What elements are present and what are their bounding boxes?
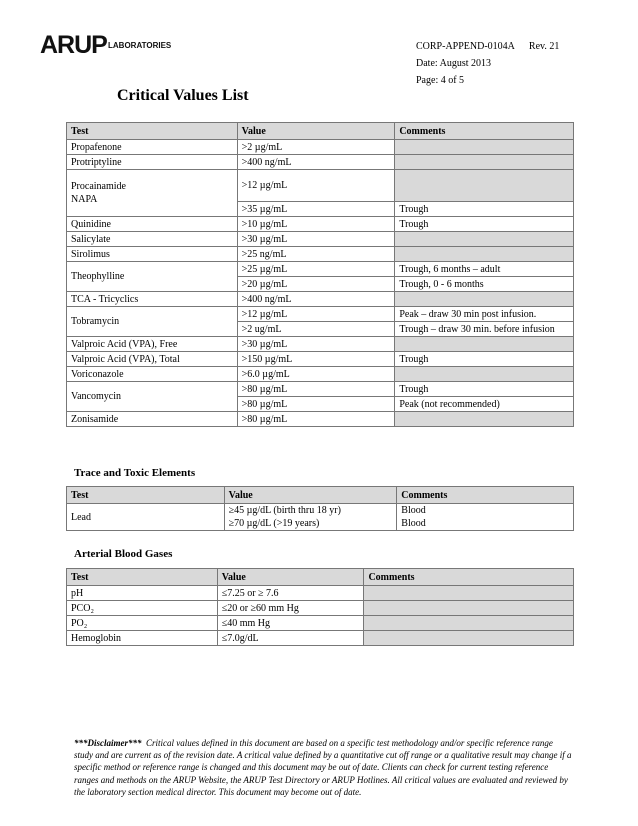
table-row: [67, 504, 574, 531]
arterial-blood-gases-table: [66, 568, 574, 646]
test-name: NAPA: [71, 194, 98, 205]
col-header-value: Value: [224, 487, 397, 504]
value-cell: >150 µg/mL: [237, 352, 395, 367]
test-cell: Zonisamide: [67, 412, 238, 427]
value-cell: >30 µg/mL: [237, 232, 395, 247]
doc-date: Date: August 2013: [416, 58, 491, 69]
value-cell: ≤7.0g/dL: [217, 631, 364, 646]
comment-line: Blood: [401, 505, 426, 516]
test-cell: Valproic Acid (VPA), Free: [67, 337, 238, 352]
comment-cell: Trough: [395, 352, 574, 367]
value-line: ≥70 µg/dL (>19 years): [228, 518, 320, 529]
critical-values-table: [66, 122, 574, 427]
comment-cell: [364, 631, 574, 646]
doc-page: Page: 4 of 5: [416, 75, 465, 86]
table-row: [67, 352, 574, 367]
value-cell: >400 ng/mL: [237, 155, 395, 170]
test-cell: TCA - Tricyclics: [67, 292, 238, 307]
test-cell: Salicylate: [67, 232, 238, 247]
table-row: [67, 262, 574, 277]
comment-cell: Trough, 6 months – adult: [395, 262, 574, 277]
value-cell: >6.0 µg/mL: [237, 367, 395, 382]
page-title: Critical Values List: [117, 87, 249, 104]
comment-cell: Peak – draw 30 min post infusion.: [395, 307, 574, 322]
section-title-trace: Trace and Toxic Elements: [74, 467, 196, 479]
comment-cell: [364, 616, 574, 631]
value-cell: >12 µg/mL: [237, 170, 395, 202]
value-cell: ≤7.25 or ≥ 7.6: [217, 586, 364, 601]
comment-cell: [395, 292, 574, 307]
comment-cell: [395, 155, 574, 170]
test-cell: pH: [67, 586, 218, 601]
value-cell: >30 µg/mL: [237, 337, 395, 352]
disclaimer-label: ***Disclaimer***: [74, 738, 142, 748]
value-cell: [224, 504, 397, 531]
value-cell: >400 ng/mL: [237, 292, 395, 307]
value-line: ≥45 µg/dL (birth thru 18 yr): [228, 505, 341, 516]
test-cell: Vancomycin: [67, 382, 238, 412]
col-header-test: Test: [67, 123, 238, 140]
comment-cell: [395, 140, 574, 155]
table-row: [67, 307, 574, 322]
comment-cell: [395, 337, 574, 352]
value-cell: >2 µg/mL: [237, 140, 395, 155]
test-cell: Quinidine: [67, 217, 238, 232]
value-cell: >12 µg/mL: [237, 307, 395, 322]
test-cell: Propafenone: [67, 140, 238, 155]
col-header-comments: Comments: [397, 487, 574, 504]
comment-cell: Trough: [395, 217, 574, 232]
disclaimer: [74, 737, 574, 798]
table-row: [67, 412, 574, 427]
table-row: [67, 217, 574, 232]
test-cell: Lead: [67, 504, 225, 531]
table-row: [67, 292, 574, 307]
doc-revision: Rev. 21: [528, 41, 560, 52]
value-cell: >25 µg/mL: [237, 262, 395, 277]
test-name: Procainamide: [71, 181, 126, 192]
comment-cell: [395, 367, 574, 382]
comment-cell: Peak (not recommended): [395, 397, 574, 412]
table-row: [67, 631, 574, 646]
col-header-value: Value: [217, 569, 364, 586]
value-cell: >20 µg/mL: [237, 277, 395, 292]
comment-cell: Trough: [395, 382, 574, 397]
value-cell: ≤40 mm Hg: [217, 616, 364, 631]
table-row: [67, 601, 574, 616]
col-header-test: Test: [67, 487, 225, 504]
table-row: [67, 616, 574, 631]
disclaimer-text: Critical values defined in this document are based on a specific test methodology and/or specific reference range study and are current as of the revision date. A critical value defined by a quantitative cut off range or a qualitative result may change if a specific method or reference range is changed and this document may be out of date. Clients can check for current testing reference ranges and methods on the ARUP Website, the ARUP Test Directory or ARUP Hotlines. All critical values are evaluated and reviewed by the laboratory section medical director. This document may become out of date.: [74, 738, 572, 797]
value-cell: ≤20 or ≥60 mm Hg: [217, 601, 364, 616]
col-header-comments: Comments: [395, 123, 574, 140]
test-cell: Theophylline: [67, 262, 238, 292]
comment-cell: [395, 232, 574, 247]
comment-cell: [364, 586, 574, 601]
test-cell: Hemoglobin: [67, 631, 218, 646]
value-cell: >10 µg/mL: [237, 217, 395, 232]
table-row: [67, 155, 574, 170]
comment-cell: [395, 170, 574, 202]
table-row: [67, 170, 574, 202]
comment-cell: Trough – draw 30 min. before infusion: [395, 322, 574, 337]
col-header-value: Value: [237, 123, 395, 140]
comment-cell: [397, 504, 574, 531]
comment-line: Blood: [401, 518, 426, 529]
test-cell: Voriconazole: [67, 367, 238, 382]
arup-logo: [40, 27, 170, 57]
table-row: [67, 337, 574, 352]
test-cell: PCO₂: [67, 601, 218, 616]
document-header: [416, 38, 559, 89]
comment-cell: Trough: [395, 202, 574, 217]
logo-suffix: LABORATORIES: [108, 41, 172, 50]
comment-cell: [395, 412, 574, 427]
col-header-test: Test: [67, 569, 218, 586]
value-cell: >80 µg/mL: [237, 412, 395, 427]
table-row: [67, 382, 574, 397]
table-row: [67, 247, 574, 262]
table-row: [67, 232, 574, 247]
trace-elements-table: [66, 486, 574, 531]
test-cell: Sirolimus: [67, 247, 238, 262]
table-row: [67, 367, 574, 382]
value-cell: >80 µg/mL: [237, 397, 395, 412]
test-cell: Valproic Acid (VPA), Total: [67, 352, 238, 367]
value-cell: >80 µg/mL: [237, 382, 395, 397]
comment-cell: [364, 601, 574, 616]
test-cell: Tobramycin: [67, 307, 238, 337]
comment-cell: Trough, 0 - 6 months: [395, 277, 574, 292]
test-cell: Protriptyline: [67, 155, 238, 170]
value-cell: >25 ng/mL: [237, 247, 395, 262]
comment-cell: [395, 247, 574, 262]
doc-id: CORP-APPEND-0104A: [416, 41, 515, 52]
test-cell: PO₂: [67, 616, 218, 631]
value-cell: >2 ug/mL: [237, 322, 395, 337]
table-row: [67, 140, 574, 155]
section-title-abg: Arterial Blood Gases: [74, 548, 173, 560]
col-header-comments: Comments: [364, 569, 574, 586]
value-cell: >35 µg/mL: [237, 202, 395, 217]
logo-brand: ARUP: [40, 31, 107, 59]
test-cell: [67, 170, 238, 217]
table-row: [67, 586, 574, 601]
